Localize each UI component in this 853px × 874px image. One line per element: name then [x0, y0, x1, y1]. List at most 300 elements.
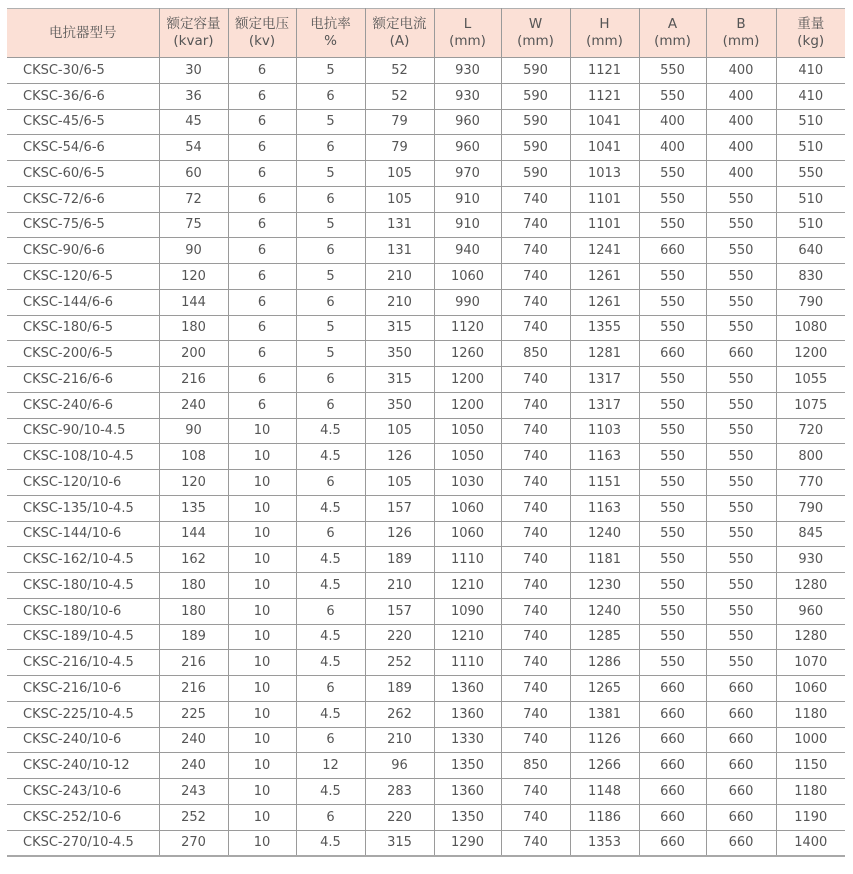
cell-height-h: 1101 [570, 186, 639, 212]
cell-dim-a: 660 [639, 830, 706, 856]
cell-length-l: 910 [434, 186, 501, 212]
cell-rated-current: 315 [365, 830, 434, 856]
cell-rated-voltage: 6 [228, 161, 296, 187]
cell-height-h: 1101 [570, 212, 639, 238]
cell-dim-b: 550 [706, 367, 776, 393]
cell-weight: 550 [776, 161, 845, 187]
column-header-reactance-rate [296, 9, 365, 58]
cell-length-l: 1030 [434, 470, 501, 496]
cell-width-w: 740 [501, 212, 570, 238]
cell-reactance-rate: 6 [296, 83, 365, 109]
cell-length-l: 1050 [434, 444, 501, 470]
cell-rated-capacity: 162 [159, 547, 228, 573]
cell-dim-a: 550 [639, 598, 706, 624]
table-row [7, 701, 845, 727]
cell-width-w: 740 [501, 701, 570, 727]
cell-rated-voltage: 6 [228, 83, 296, 109]
cell-dim-b: 550 [706, 624, 776, 650]
cell-weight: 1280 [776, 624, 845, 650]
cell-dim-a: 400 [639, 109, 706, 135]
cell-rated-capacity: 75 [159, 212, 228, 238]
table-row [7, 83, 845, 109]
cell-weight: 1190 [776, 804, 845, 830]
cell-dim-b: 660 [706, 753, 776, 779]
cell-rated-voltage: 10 [228, 470, 296, 496]
cell-reactance-rate: 6 [296, 238, 365, 264]
cell-dim-b: 550 [706, 598, 776, 624]
cell-dim-a: 550 [639, 573, 706, 599]
cell-weight: 410 [776, 58, 845, 84]
cell-length-l: 990 [434, 289, 501, 315]
cell-dim-b: 550 [706, 238, 776, 264]
column-header-dim-b [706, 9, 776, 58]
table-row [7, 470, 845, 496]
table-row [7, 624, 845, 650]
cell-rated-capacity: 54 [159, 135, 228, 161]
cell-weight: 1070 [776, 650, 845, 676]
cell-model: CKSC-120/10-6 [7, 470, 159, 496]
cell-length-l: 1330 [434, 727, 501, 753]
cell-rated-current: 210 [365, 289, 434, 315]
cell-rated-current: 210 [365, 264, 434, 290]
cell-rated-voltage: 10 [228, 650, 296, 676]
cell-weight: 770 [776, 470, 845, 496]
cell-height-h: 1317 [570, 392, 639, 418]
cell-dim-a: 660 [639, 779, 706, 805]
cell-height-h: 1353 [570, 830, 639, 856]
cell-length-l: 940 [434, 238, 501, 264]
column-header-dim-a [639, 9, 706, 58]
table-row [7, 238, 845, 264]
column-header-label: 额定电流 [372, 16, 427, 32]
cell-rated-current: 189 [365, 676, 434, 702]
cell-dim-b: 550 [706, 212, 776, 238]
cell-width-w: 590 [501, 109, 570, 135]
column-header-unit: (kg) [797, 33, 825, 49]
cell-dim-b: 550 [706, 521, 776, 547]
cell-length-l: 1360 [434, 676, 501, 702]
cell-length-l: 1200 [434, 367, 501, 393]
table-row [7, 444, 845, 470]
cell-weight: 410 [776, 83, 845, 109]
cell-dim-a: 550 [639, 418, 706, 444]
column-header-label: 电抗率 [310, 16, 351, 32]
cell-height-h: 1285 [570, 624, 639, 650]
cell-reactance-rate: 5 [296, 341, 365, 367]
cell-model: CKSC-240/10-12 [7, 753, 159, 779]
cell-rated-voltage: 6 [228, 109, 296, 135]
cell-dim-b: 550 [706, 547, 776, 573]
cell-height-h: 1241 [570, 238, 639, 264]
cell-height-h: 1126 [570, 727, 639, 753]
cell-model: CKSC-243/10-6 [7, 779, 159, 805]
cell-height-h: 1281 [570, 341, 639, 367]
cell-dim-a: 660 [639, 701, 706, 727]
cell-rated-voltage: 10 [228, 753, 296, 779]
table-row [7, 367, 845, 393]
cell-rated-capacity: 225 [159, 701, 228, 727]
cell-reactance-rate: 5 [296, 58, 365, 84]
cell-model: CKSC-90/6-6 [7, 238, 159, 264]
cell-reactance-rate: 5 [296, 264, 365, 290]
table-row [7, 830, 845, 856]
column-header-unit: (kvar) [173, 33, 214, 49]
cell-reactance-rate: 6 [296, 804, 365, 830]
cell-width-w: 740 [501, 186, 570, 212]
cell-dim-b: 400 [706, 135, 776, 161]
cell-reactance-rate: 4.5 [296, 701, 365, 727]
table-row [7, 315, 845, 341]
cell-rated-voltage: 6 [228, 264, 296, 290]
cell-width-w: 740 [501, 573, 570, 599]
column-header-rated-current [365, 9, 434, 58]
cell-rated-capacity: 72 [159, 186, 228, 212]
cell-model: CKSC-30/6-5 [7, 58, 159, 84]
column-header-label: 额定电压 [235, 16, 289, 32]
cell-rated-voltage: 10 [228, 727, 296, 753]
cell-rated-current: 350 [365, 392, 434, 418]
cell-model: CKSC-216/10-6 [7, 676, 159, 702]
cell-dim-a: 550 [639, 264, 706, 290]
cell-dim-b: 660 [706, 727, 776, 753]
cell-height-h: 1103 [570, 418, 639, 444]
cell-dim-a: 660 [639, 238, 706, 264]
cell-width-w: 740 [501, 521, 570, 547]
cell-width-w: 740 [501, 315, 570, 341]
cell-model: CKSC-60/6-5 [7, 161, 159, 187]
table-row [7, 573, 845, 599]
cell-rated-current: 262 [365, 701, 434, 727]
cell-length-l: 970 [434, 161, 501, 187]
table-row [7, 753, 845, 779]
cell-reactance-rate: 6 [296, 470, 365, 496]
column-header-label: L [463, 16, 472, 32]
cell-model: CKSC-200/6-5 [7, 341, 159, 367]
cell-dim-b: 400 [706, 161, 776, 187]
cell-height-h: 1265 [570, 676, 639, 702]
cell-height-h: 1121 [570, 58, 639, 84]
cell-dim-b: 660 [706, 804, 776, 830]
cell-dim-b: 660 [706, 341, 776, 367]
cell-length-l: 1060 [434, 264, 501, 290]
cell-dim-a: 660 [639, 804, 706, 830]
cell-height-h: 1151 [570, 470, 639, 496]
cell-width-w: 740 [501, 830, 570, 856]
cell-dim-b: 550 [706, 315, 776, 341]
cell-height-h: 1163 [570, 495, 639, 521]
cell-weight: 510 [776, 109, 845, 135]
cell-dim-a: 660 [639, 676, 706, 702]
cell-height-h: 1286 [570, 650, 639, 676]
cell-height-h: 1041 [570, 135, 639, 161]
cell-weight: 510 [776, 186, 845, 212]
cell-reactance-rate: 12 [296, 753, 365, 779]
column-header-label: H [599, 16, 610, 32]
cell-rated-current: 126 [365, 444, 434, 470]
cell-rated-capacity: 270 [159, 830, 228, 856]
cell-rated-current: 350 [365, 341, 434, 367]
cell-width-w: 590 [501, 135, 570, 161]
reactor-spec-table [7, 8, 845, 857]
cell-dim-a: 550 [639, 186, 706, 212]
cell-height-h: 1148 [570, 779, 639, 805]
cell-reactance-rate: 4.5 [296, 573, 365, 599]
cell-rated-current: 131 [365, 212, 434, 238]
cell-rated-voltage: 10 [228, 521, 296, 547]
cell-dim-b: 400 [706, 109, 776, 135]
cell-rated-voltage: 6 [228, 58, 296, 84]
cell-weight: 800 [776, 444, 845, 470]
cell-rated-voltage: 10 [228, 676, 296, 702]
cell-dim-a: 550 [639, 392, 706, 418]
cell-rated-voltage: 10 [228, 444, 296, 470]
cell-height-h: 1013 [570, 161, 639, 187]
cell-rated-capacity: 90 [159, 238, 228, 264]
cell-model: CKSC-108/10-4.5 [7, 444, 159, 470]
table-header-row [7, 9, 845, 58]
cell-height-h: 1240 [570, 521, 639, 547]
cell-width-w: 740 [501, 264, 570, 290]
cell-length-l: 1090 [434, 598, 501, 624]
cell-height-h: 1381 [570, 701, 639, 727]
cell-length-l: 930 [434, 83, 501, 109]
cell-rated-voltage: 10 [228, 701, 296, 727]
cell-dim-b: 660 [706, 701, 776, 727]
cell-model: CKSC-225/10-4.5 [7, 701, 159, 727]
column-header-unit: (kv) [248, 33, 276, 49]
cell-dim-b: 550 [706, 186, 776, 212]
cell-rated-current: 157 [365, 495, 434, 521]
cell-dim-a: 550 [639, 470, 706, 496]
cell-dim-a: 660 [639, 727, 706, 753]
column-header-label: 电抗器型号 [49, 24, 117, 41]
cell-model: CKSC-180/10-4.5 [7, 573, 159, 599]
cell-height-h: 1181 [570, 547, 639, 573]
cell-reactance-rate: 6 [296, 676, 365, 702]
cell-rated-current: 105 [365, 418, 434, 444]
cell-weight: 790 [776, 289, 845, 315]
column-header-length-l [434, 9, 501, 58]
cell-rated-voltage: 6 [228, 238, 296, 264]
cell-weight: 1150 [776, 753, 845, 779]
cell-rated-capacity: 90 [159, 418, 228, 444]
cell-rated-capacity: 216 [159, 650, 228, 676]
cell-model: CKSC-189/10-4.5 [7, 624, 159, 650]
cell-rated-current: 315 [365, 367, 434, 393]
column-header-weight [776, 9, 845, 58]
cell-rated-capacity: 45 [159, 109, 228, 135]
cell-width-w: 740 [501, 624, 570, 650]
cell-weight: 1060 [776, 676, 845, 702]
cell-model: CKSC-270/10-4.5 [7, 830, 159, 856]
cell-rated-current: 220 [365, 804, 434, 830]
cell-length-l: 1210 [434, 624, 501, 650]
cell-reactance-rate: 6 [296, 289, 365, 315]
cell-length-l: 1110 [434, 650, 501, 676]
cell-dim-a: 550 [639, 212, 706, 238]
column-header-unit: (mm) [586, 33, 623, 49]
cell-dim-a: 550 [639, 161, 706, 187]
cell-rated-capacity: 252 [159, 804, 228, 830]
cell-rated-current: 131 [365, 238, 434, 264]
cell-model: CKSC-240/6-6 [7, 392, 159, 418]
cell-dim-b: 550 [706, 495, 776, 521]
table-row [7, 727, 845, 753]
cell-rated-voltage: 6 [228, 135, 296, 161]
cell-model: CKSC-180/10-6 [7, 598, 159, 624]
cell-rated-current: 220 [365, 624, 434, 650]
table-row [7, 392, 845, 418]
cell-length-l: 1200 [434, 392, 501, 418]
cell-rated-current: 315 [365, 315, 434, 341]
cell-dim-a: 550 [639, 444, 706, 470]
cell-dim-b: 660 [706, 676, 776, 702]
table-row [7, 186, 845, 212]
table-row [7, 161, 845, 187]
cell-reactance-rate: 6 [296, 186, 365, 212]
cell-weight: 1180 [776, 701, 845, 727]
table-row [7, 650, 845, 676]
cell-height-h: 1186 [570, 804, 639, 830]
cell-width-w: 740 [501, 289, 570, 315]
cell-rated-voltage: 10 [228, 547, 296, 573]
cell-rated-voltage: 10 [228, 418, 296, 444]
cell-rated-current: 79 [365, 135, 434, 161]
cell-height-h: 1240 [570, 598, 639, 624]
table-row [7, 676, 845, 702]
table-row [7, 212, 845, 238]
column-header-width-w [501, 9, 570, 58]
cell-dim-a: 550 [639, 650, 706, 676]
cell-height-h: 1230 [570, 573, 639, 599]
cell-weight: 830 [776, 264, 845, 290]
cell-weight: 1000 [776, 727, 845, 753]
cell-rated-current: 105 [365, 161, 434, 187]
cell-rated-capacity: 120 [159, 470, 228, 496]
cell-rated-capacity: 108 [159, 444, 228, 470]
cell-reactance-rate: 5 [296, 161, 365, 187]
table-row [7, 521, 845, 547]
cell-length-l: 1120 [434, 315, 501, 341]
cell-rated-capacity: 135 [159, 495, 228, 521]
cell-length-l: 1350 [434, 753, 501, 779]
cell-reactance-rate: 4.5 [296, 650, 365, 676]
cell-reactance-rate: 5 [296, 212, 365, 238]
cell-reactance-rate: 6 [296, 727, 365, 753]
column-header-label: A [667, 16, 678, 32]
cell-length-l: 1050 [434, 418, 501, 444]
cell-width-w: 590 [501, 58, 570, 84]
cell-reactance-rate: 4.5 [296, 495, 365, 521]
column-header-label: B [736, 16, 746, 32]
cell-length-l: 1360 [434, 701, 501, 727]
cell-dim-a: 550 [639, 624, 706, 650]
cell-dim-b: 550 [706, 650, 776, 676]
cell-reactance-rate: 6 [296, 135, 365, 161]
cell-dim-a: 660 [639, 341, 706, 367]
cell-rated-capacity: 144 [159, 289, 228, 315]
cell-length-l: 960 [434, 135, 501, 161]
cell-height-h: 1121 [570, 83, 639, 109]
cell-length-l: 960 [434, 109, 501, 135]
cell-height-h: 1317 [570, 367, 639, 393]
cell-length-l: 930 [434, 58, 501, 84]
cell-reactance-rate: 4.5 [296, 779, 365, 805]
cell-width-w: 740 [501, 804, 570, 830]
table-row [7, 341, 845, 367]
cell-rated-voltage: 6 [228, 341, 296, 367]
table-row [7, 289, 845, 315]
cell-dim-b: 660 [706, 779, 776, 805]
cell-rated-voltage: 10 [228, 598, 296, 624]
cell-rated-voltage: 10 [228, 804, 296, 830]
cell-width-w: 740 [501, 598, 570, 624]
cell-reactance-rate: 4.5 [296, 624, 365, 650]
cell-length-l: 1360 [434, 779, 501, 805]
cell-length-l: 1290 [434, 830, 501, 856]
cell-rated-capacity: 216 [159, 676, 228, 702]
cell-width-w: 740 [501, 470, 570, 496]
cell-model: CKSC-75/6-5 [7, 212, 159, 238]
cell-weight: 510 [776, 135, 845, 161]
cell-reactance-rate: 6 [296, 598, 365, 624]
cell-rated-capacity: 216 [159, 367, 228, 393]
cell-rated-capacity: 120 [159, 264, 228, 290]
cell-weight: 1400 [776, 830, 845, 856]
cell-rated-capacity: 180 [159, 315, 228, 341]
cell-reactance-rate: 5 [296, 109, 365, 135]
column-header-rated-voltage [228, 9, 296, 58]
cell-width-w: 590 [501, 161, 570, 187]
cell-rated-current: 52 [365, 83, 434, 109]
column-header-label: 重量 [797, 16, 825, 32]
cell-rated-current: 157 [365, 598, 434, 624]
cell-rated-voltage: 6 [228, 289, 296, 315]
cell-dim-a: 550 [639, 83, 706, 109]
cell-rated-capacity: 36 [159, 83, 228, 109]
cell-model: CKSC-216/10-4.5 [7, 650, 159, 676]
column-header-unit: (mm) [654, 33, 691, 49]
cell-reactance-rate: 4.5 [296, 418, 365, 444]
cell-rated-voltage: 10 [228, 779, 296, 805]
cell-model: CKSC-45/6-5 [7, 109, 159, 135]
column-header-label: 额定容量 [166, 16, 221, 32]
cell-reactance-rate: 5 [296, 315, 365, 341]
cell-rated-capacity: 30 [159, 58, 228, 84]
cell-rated-current: 283 [365, 779, 434, 805]
cell-reactance-rate: 6 [296, 367, 365, 393]
cell-rated-capacity: 240 [159, 727, 228, 753]
cell-model: CKSC-135/10-4.5 [7, 495, 159, 521]
cell-dim-b: 400 [706, 58, 776, 84]
table-row [7, 495, 845, 521]
cell-rated-voltage: 6 [228, 392, 296, 418]
cell-width-w: 740 [501, 367, 570, 393]
cell-weight: 1075 [776, 392, 845, 418]
column-header-unit: (A) [389, 33, 410, 49]
cell-model: CKSC-120/6-5 [7, 264, 159, 290]
cell-rated-voltage: 10 [228, 495, 296, 521]
cell-model: CKSC-216/6-6 [7, 367, 159, 393]
cell-model: CKSC-180/6-5 [7, 315, 159, 341]
column-header-unit: (mm) [722, 33, 760, 49]
column-header-unit: % [324, 33, 337, 49]
cell-rated-voltage: 10 [228, 830, 296, 856]
cell-width-w: 850 [501, 341, 570, 367]
cell-dim-a: 660 [639, 753, 706, 779]
cell-width-w: 740 [501, 547, 570, 573]
cell-rated-voltage: 10 [228, 624, 296, 650]
